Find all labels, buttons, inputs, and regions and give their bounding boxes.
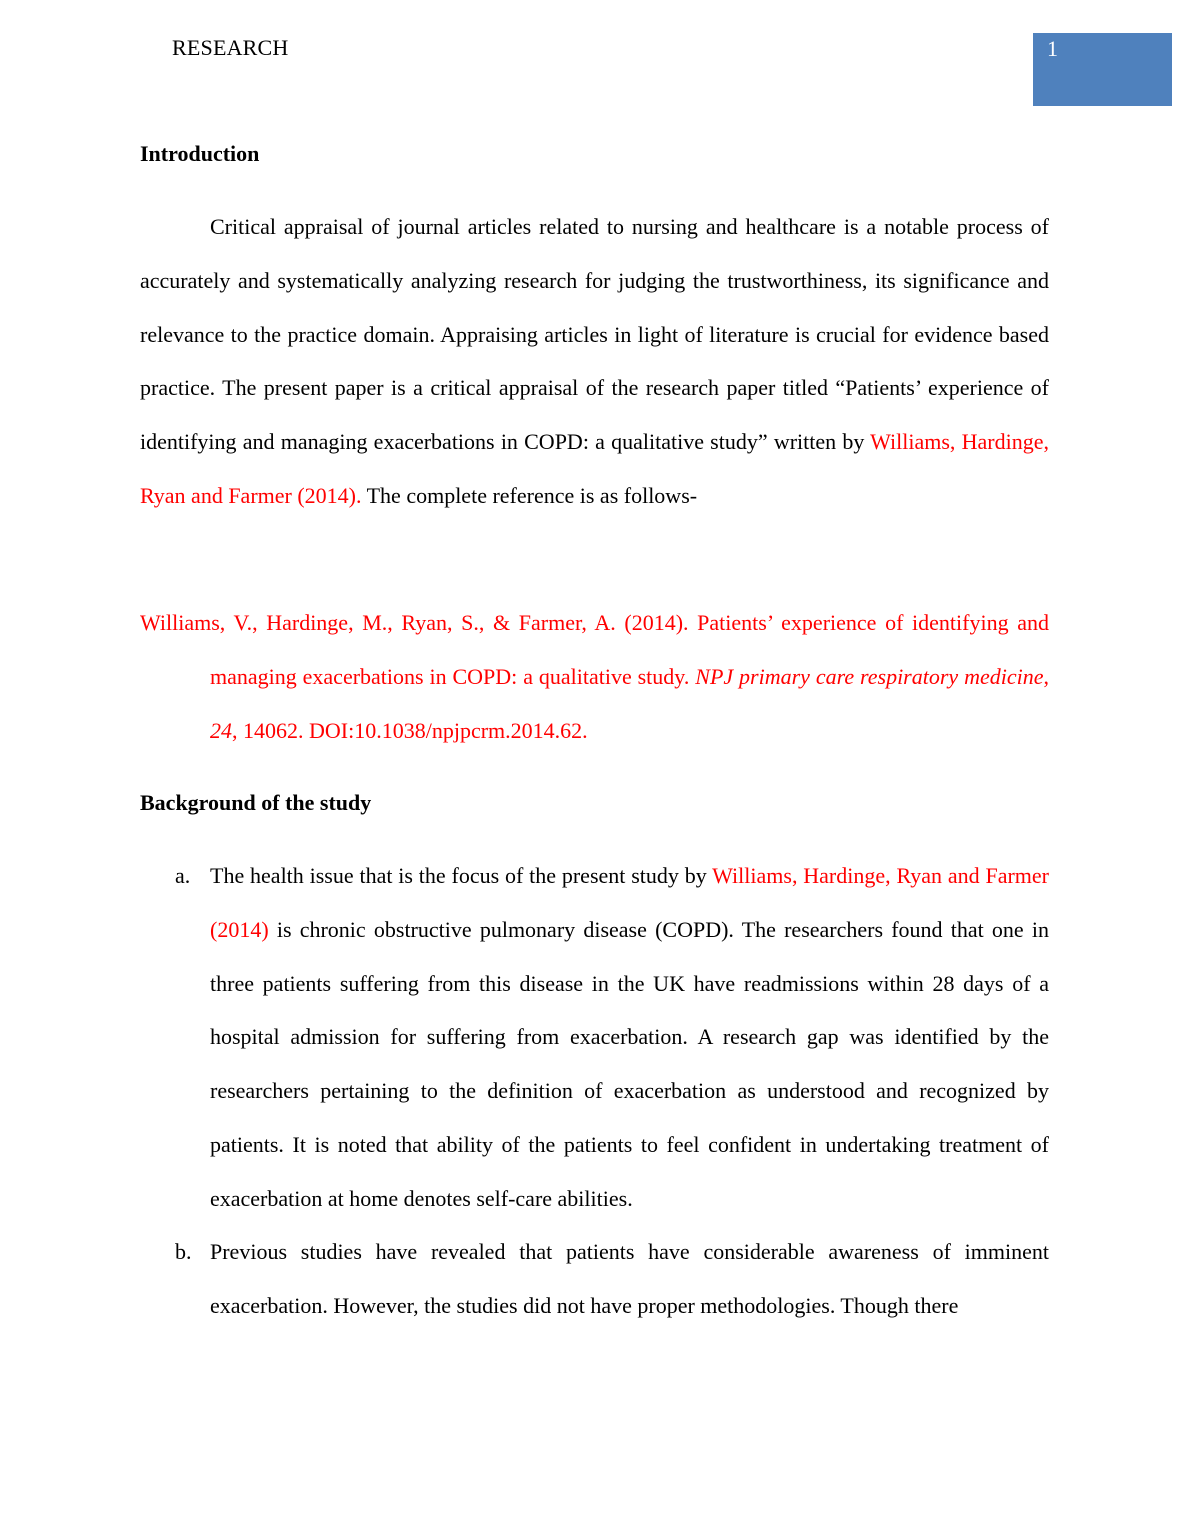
introduction-citation: Williams, Hardinge, Ryan and Farmer (2014). [140, 429, 1049, 508]
list-item-text: Previous studies have revealed that patients have considerable awareness of imminent exacerbation. However, the studies did not have proper methodologies. Though there [210, 1239, 1049, 1318]
list-item-citation: Williams, Hardinge, Ryan and Farmer (2014) [210, 863, 1049, 942]
introduction-text-part1: Critical appraisal of journal articles related to nursing and healthcare is a notable process of accurately and systematically analyzing research for judging the trustworthiness, its significance and relevance to the practice domain. Appraising articles in light of literature is crucial for evidence based practice. The present paper is a critical appraisal of the research paper titled “Patients’ experience of identifying and managing exacerbations in COPD: a qualitative study” written by [140, 214, 1049, 455]
list-item-text-part2: is chronic obstructive pulmonary disease (COPD). The researchers found that one in three patients suffering from this disease in the UK have readmissions within 28 days of a hospital admission for suffering from exacerbation. A research gap was identified by the researchers pertaining to the definition of exacerbation as understood and recognized by patients. It is noted that ability of the patients to feel confident in undertaking treatment of exacerbation at home denotes self-care abilities. [210, 916, 1049, 1211]
reference-entry [140, 596, 1049, 757]
running-head: RESEARCH [172, 35, 289, 60]
page-number: 1 [1047, 36, 1058, 61]
introduction-heading: Introduction [140, 141, 260, 166]
list-item [175, 849, 1049, 1226]
reference-journal: NPJ primary care respiratory medicine [695, 663, 1044, 689]
page-number-box [1033, 33, 1172, 106]
reference-authors-title: Williams, V., Hardinge, M., Ryan, S., & Farmer, A. (2014). Patients’ experience of identifying and managing exacerbations in COPD: a qualitative study. [140, 610, 1049, 689]
reference-volume: 24 [210, 717, 232, 743]
list-marker: a. [175, 863, 191, 888]
reference-separator: , [1043, 663, 1049, 689]
introduction-text-part2: The complete reference is as follows- [361, 482, 698, 508]
list-item [175, 1225, 1049, 1333]
introduction-paragraph [140, 200, 1049, 523]
background-heading: Background of the study [140, 790, 372, 815]
reference-pages-doi: , 14062. DOI:10.1038/npjpcrm.2014.62. [232, 717, 588, 743]
list-marker: b. [175, 1239, 192, 1264]
list-item-text-part1: The health issue that is the focus of the present study by [210, 863, 713, 888]
